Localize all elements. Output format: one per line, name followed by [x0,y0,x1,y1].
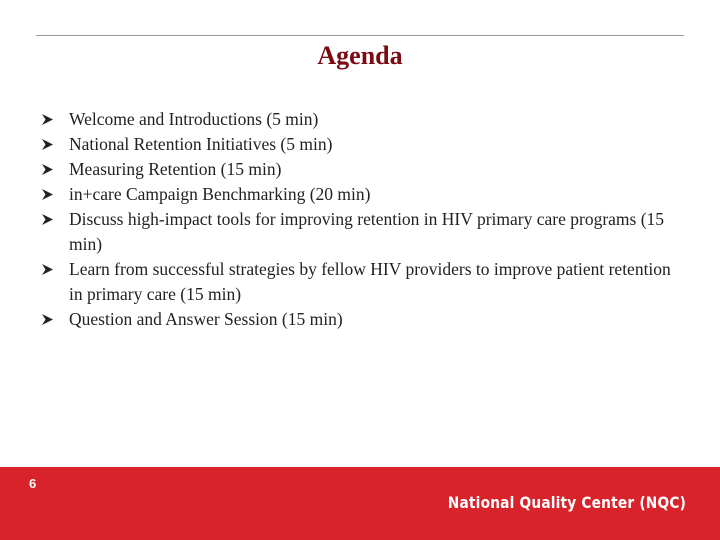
agenda-item-label: Welcome and Introductions (5 min) [69,109,319,129]
arrowhead-bullet-icon [41,107,69,132]
agenda-item [41,182,681,207]
agenda-item-label: Question and Answer Session (15 min) [69,309,343,329]
arrowhead-bullet-icon [41,257,69,282]
agenda-item-label: Measuring Retention (15 min) [69,159,282,179]
slide-title: Agenda [317,41,403,70]
agenda-item-label: Learn from successful strategies by fellow HIV providers to improve patient retention in primary care (15 min) [69,259,671,304]
slide-number: 6 [29,476,37,491]
agenda-item [41,157,681,182]
agenda-item [41,257,681,307]
agenda-item [41,307,681,332]
agenda-item-label: in+care Campaign Benchmarking (20 min) [69,184,371,204]
arrowhead-bullet-icon [41,132,69,157]
top-divider [36,35,684,36]
agenda-item-label: National Retention Initiatives (5 min) [69,134,333,154]
agenda-list [41,107,681,332]
agenda-item [41,107,681,132]
agenda-item [41,132,681,157]
agenda-item-label: Discuss high-impact tools for improving retention in HIV primary care programs (15 min) [69,209,665,254]
agenda-item [41,207,681,257]
arrowhead-bullet-icon [41,207,69,232]
arrowhead-bullet-icon [41,182,69,207]
arrowhead-bullet-icon [41,307,69,332]
organization-logo-text: National Quality Center (NQC) [447,493,686,512]
arrowhead-bullet-icon [41,157,69,182]
